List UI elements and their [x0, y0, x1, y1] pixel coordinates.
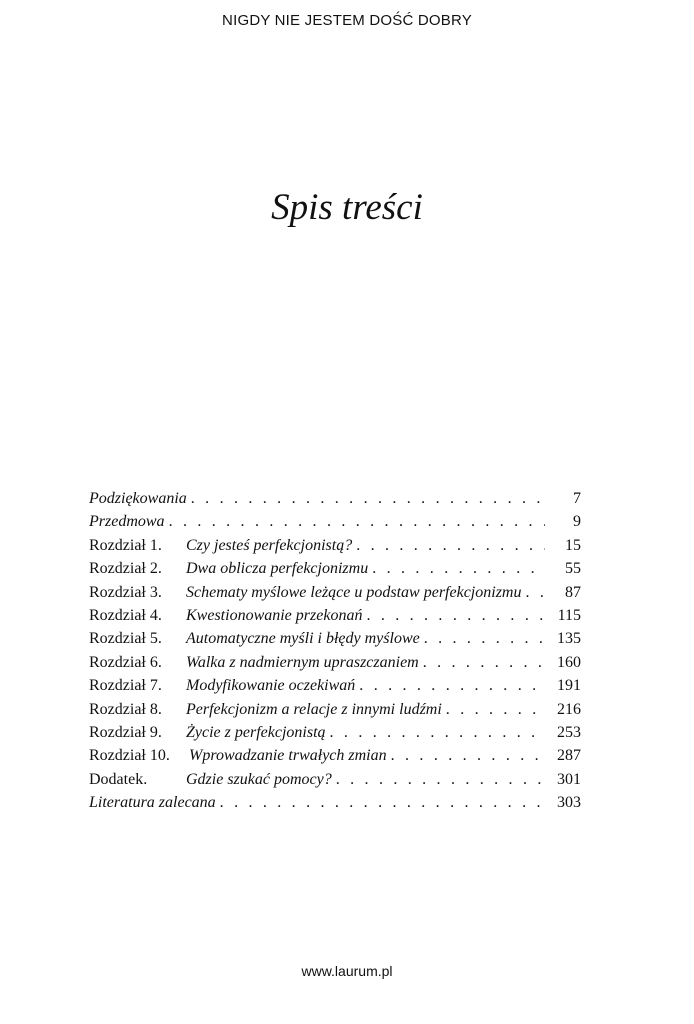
- toc-entry-recommended-reading[interactable]: [89, 791, 581, 814]
- toc-entry-label: Rozdział 6.: [89, 653, 162, 671]
- toc-page-number: 135: [557, 630, 581, 648]
- toc-dot-leader: [420, 627, 545, 650]
- toc-entry-title: Schematy myślowe leżące u podstaw perfekcjonizmu: [186, 583, 522, 601]
- toc-page-number: 191: [557, 677, 581, 695]
- toc-entry-title: Kwestionowanie przekonań: [186, 606, 363, 624]
- toc-entry-chapter-6[interactable]: [89, 651, 581, 674]
- toc-page-number: 7: [573, 490, 581, 507]
- toc-entry-label: Dodatek.: [89, 770, 148, 788]
- toc-dot-leader: [442, 698, 545, 721]
- toc-dot-leader: [326, 721, 545, 744]
- toc-page-number: 15: [565, 536, 581, 554]
- toc-entry-chapter-7[interactable]: [89, 674, 581, 697]
- toc-entry-title: Literatura zalecana: [89, 794, 216, 812]
- toc-dot-leader: [352, 534, 545, 557]
- toc-entry-acknowledgements[interactable]: [89, 487, 581, 510]
- toc-entry-chapter-4[interactable]: [89, 604, 581, 627]
- toc-dot-leader: [419, 651, 545, 674]
- toc-page-number: 216: [557, 700, 581, 718]
- toc-entry-title: Gdzie szukać pomocy?: [186, 770, 332, 788]
- toc-entry-title: Walka z nadmiernym upraszczaniem: [186, 653, 419, 671]
- running-header: NIGDY NIE JESTEM DOŚĆ DOBRY: [222, 12, 472, 29]
- toc-entry-label: Rozdział 7.: [89, 677, 162, 695]
- toc-entry-chapter-9[interactable]: [89, 721, 581, 744]
- toc-entry-label: Rozdział 10.: [89, 747, 170, 765]
- toc-page-number: 253: [557, 723, 581, 741]
- toc-dot-leader: [165, 510, 545, 533]
- toc-entry-title: Modyfikowanie oczekiwań: [186, 677, 356, 695]
- toc-dot-leader: [362, 604, 545, 627]
- toc-page-number: 303: [557, 794, 581, 812]
- toc-entry-title: Przedmowa: [89, 513, 165, 531]
- toc-entry-title: Życie z perfekcjonistą: [186, 723, 326, 741]
- toc-entry-label: Rozdział 5.: [89, 630, 162, 648]
- toc-entry-label: Rozdział 4.: [89, 606, 162, 624]
- toc-entry-title: Dwa oblicza perfekcjonizmu: [186, 560, 369, 578]
- toc-page-number: 55: [565, 560, 581, 578]
- toc-entry-title: Czy jesteś perfekcjonistą?: [186, 536, 353, 554]
- toc-dot-leader: [187, 487, 545, 510]
- toc-dot-leader: [521, 581, 545, 604]
- toc-page-number: 9: [573, 513, 581, 531]
- toc-entry-chapter-3[interactable]: [89, 581, 581, 604]
- toc-entry-chapter-1[interactable]: [89, 534, 581, 557]
- toc-entry-chapter-10[interactable]: [89, 744, 581, 767]
- toc-page-number: 115: [557, 606, 581, 624]
- toc-dot-leader: [387, 744, 545, 767]
- toc-entry-label: Rozdział 2.: [89, 560, 162, 578]
- toc-page-number: 301: [557, 770, 581, 788]
- page-title: Spis treści: [271, 187, 423, 228]
- toc-entry-chapter-8[interactable]: [89, 698, 581, 721]
- toc-entry-chapter-2[interactable]: [89, 557, 581, 580]
- toc-entry-title: Podziękowania: [89, 490, 187, 507]
- toc-dot-leader: [355, 674, 545, 697]
- toc-entry-label: Rozdział 3.: [89, 583, 162, 601]
- toc-page-number: 160: [557, 653, 581, 671]
- toc-entry-title: Automatyczne myśli i błędy myślowe: [186, 630, 420, 648]
- toc-entry-chapter-5[interactable]: [89, 627, 581, 650]
- toc-entry-title: Wprowadzanie trwałych zmian: [189, 747, 387, 765]
- table-of-contents: [89, 487, 581, 814]
- toc-page-number: 87: [565, 583, 581, 601]
- toc-dot-leader: [216, 791, 545, 814]
- toc-page-number: 287: [557, 747, 581, 765]
- toc-dot-leader: [332, 768, 545, 791]
- toc-entry-label: Rozdział 8.: [89, 700, 162, 718]
- toc-entry-preface[interactable]: [89, 510, 581, 533]
- toc-entry-title: Perfekcjonizm a relacje z innymi ludźmi: [186, 700, 442, 718]
- toc-entry-appendix[interactable]: [89, 768, 581, 791]
- footer-url: www.laurum.pl: [301, 963, 393, 979]
- toc-entry-label: Rozdział 9.: [89, 723, 162, 741]
- toc-entry-label: Rozdział 1.: [89, 536, 162, 554]
- toc-dot-leader: [368, 557, 545, 580]
